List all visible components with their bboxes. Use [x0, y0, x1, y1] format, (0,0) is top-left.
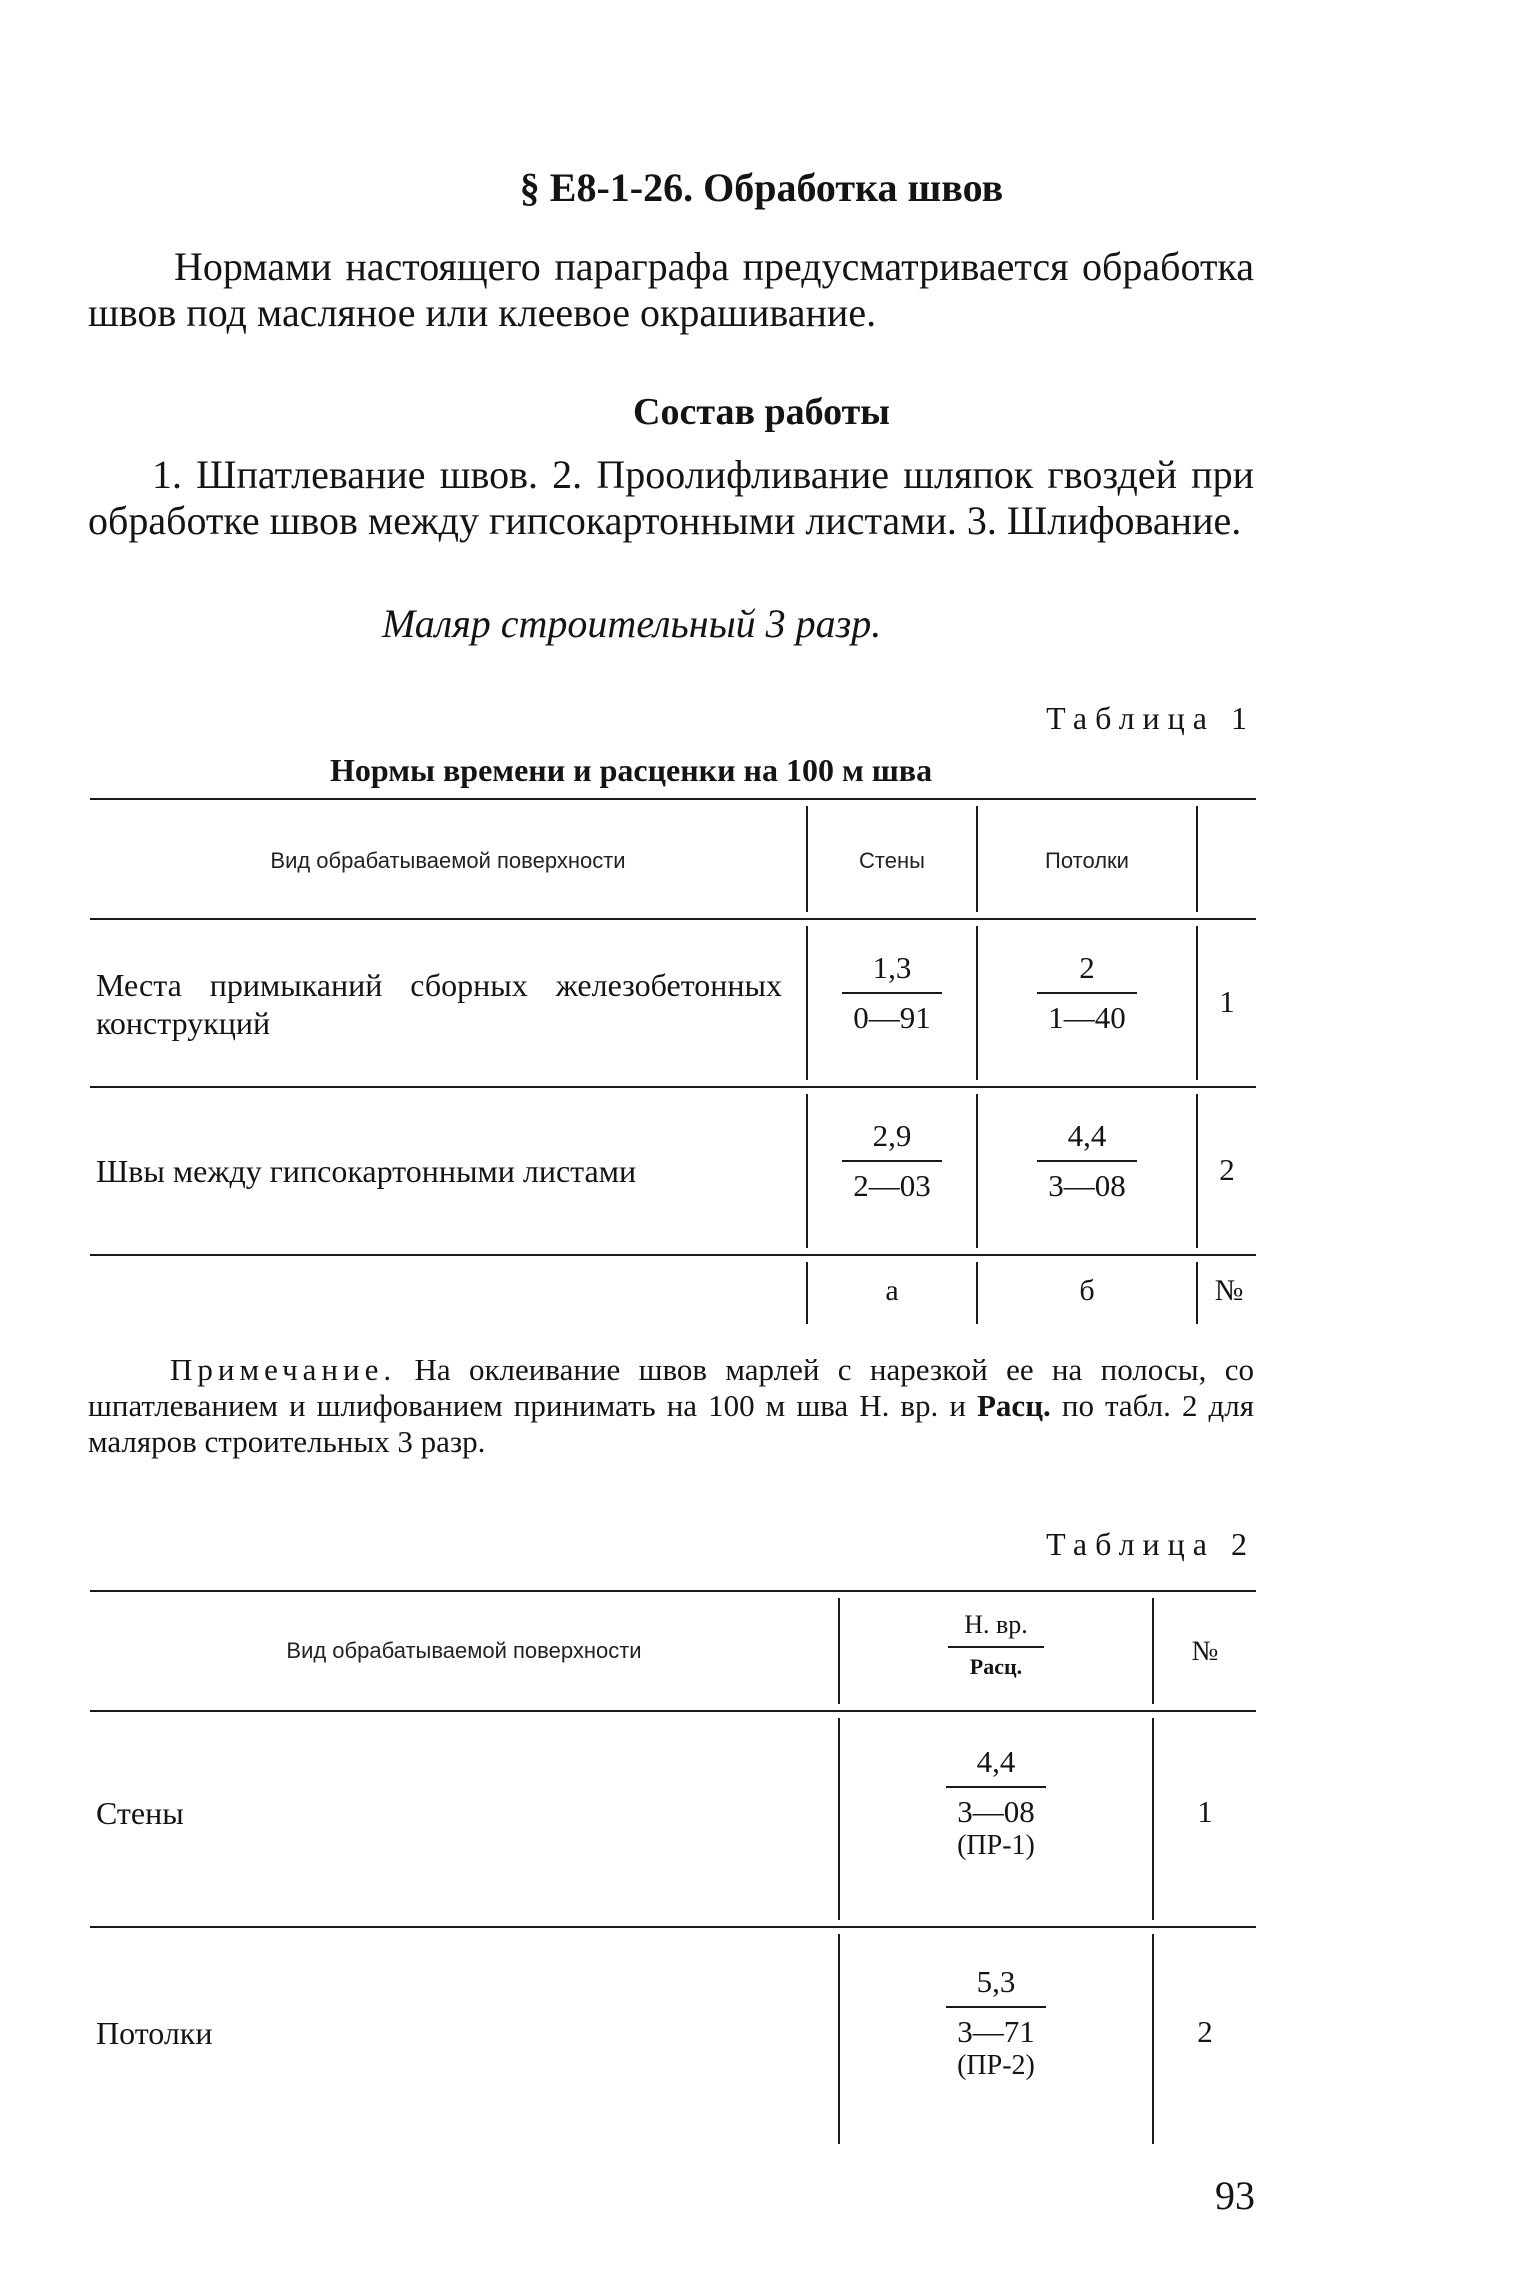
note-label: Примечание. [170, 1352, 397, 1387]
price-ref: (ПР-1) [957, 1830, 1035, 1861]
walls-norm: 1,3 [872, 950, 912, 985]
walls-norm: 2,9 [872, 1118, 912, 1153]
note-bold: Расц. [977, 1388, 1051, 1423]
table2-rule-header [90, 1710, 1256, 1712]
table2-header-norm-rate [840, 1610, 1152, 1680]
note-text-1: На оклеивание швов марлей с нарезкой ее на полосы, со шпатлеванием и шлифованием принимать на 100 м шва Н. вр. и [88, 1352, 1254, 1423]
table1-row1-ceilings [978, 950, 1196, 1036]
table2-row1-surface: Стены [96, 1795, 184, 1831]
table1-header-surface: Вид обрабатываемой поверхности [270, 848, 626, 873]
note-text-2: по табл. 2 для маляров строительных 3 разр. [88, 1388, 1255, 1459]
table2-label: Таблица 2 [1046, 1526, 1255, 1562]
page-number: 93 [1215, 2173, 1255, 2218]
table2-header-surface: Вид обрабатываемой поверхности [286, 1638, 642, 1663]
norm: 5,3 [976, 1964, 1016, 1999]
table1-header-ceilings: Потолки [1045, 848, 1129, 873]
ceilings-rate: 3—08 [1048, 1168, 1126, 1203]
table2-row2-surface: Потолки [96, 2015, 213, 2051]
table1-row2-surface: Швы между гипсокартонными листами [96, 1153, 637, 1189]
table1-vline [1196, 806, 1198, 912]
table2-row2-num: 2 [1197, 2014, 1213, 2049]
table2-row1-values [840, 1744, 1152, 1862]
composition-text: 1. Шпатлевание швов. 2. Проолифливание шляпок гвоздей при обработке швов между гипсокартонными листами. 3. Шлифование. [88, 452, 1254, 543]
table1-rule-row2 [90, 1254, 1256, 1256]
composition-title: Состав работы [633, 391, 890, 433]
table1-row2-ceilings [978, 1118, 1196, 1204]
table1-rule-top [90, 798, 1256, 800]
table1-footer-num: № [1214, 1274, 1244, 1307]
table1-row1-walls [808, 950, 976, 1036]
table2-rule-row1 [90, 1926, 1256, 1928]
table2-row2-values [840, 1964, 1152, 2082]
price-ref: (ПР-2) [957, 2050, 1035, 2081]
ceilings-norm: 4,4 [1067, 1118, 1107, 1153]
table1-label: Таблица 1 [1046, 700, 1255, 736]
table2-header-num: № [1191, 1636, 1219, 1667]
table1-footer-col-b: б [1079, 1274, 1095, 1307]
intro-paragraph: Нормами настоящего параграфа предусматривается обработка швов под масляное или клеевое окрашивание. [88, 244, 1254, 335]
table2-row1-num: 1 [1197, 1794, 1213, 1829]
norm: 4,4 [976, 1744, 1016, 1779]
walls-rate: 2—03 [853, 1168, 931, 1203]
table1-row1-surface: Места примыканий сборных железобетонных конструкций [96, 967, 782, 1041]
worker-grade: Маляр строительный 3 разр. [382, 601, 882, 646]
walls-rate: 0—91 [853, 1000, 931, 1035]
table1-row2-num: 2 [1219, 1152, 1235, 1187]
table1-footer-col-a: а [885, 1274, 899, 1307]
rate: 3—08 [957, 1794, 1035, 1829]
section-heading: § Е8-1-26. Обработка швов [519, 165, 1004, 210]
table1-row1-num: 1 [1219, 984, 1235, 1019]
note [88, 1352, 1254, 1460]
table2-rule-top [90, 1590, 1256, 1592]
header-norm: Н. вр. [964, 1610, 1028, 1639]
ceilings-norm: 2 [1079, 950, 1095, 985]
header-rate: Расц. [969, 1654, 1023, 1679]
table1-row2-walls [808, 1118, 976, 1204]
table1-rule-row1 [90, 1086, 1256, 1088]
table1-rule-header [90, 918, 1256, 920]
ceilings-rate: 1—40 [1048, 1000, 1126, 1035]
table1-header-walls: Стены [859, 848, 925, 873]
table1-title: Нормы времени и расценки на 100 м шва [330, 752, 933, 788]
rate: 3—71 [957, 2014, 1035, 2049]
